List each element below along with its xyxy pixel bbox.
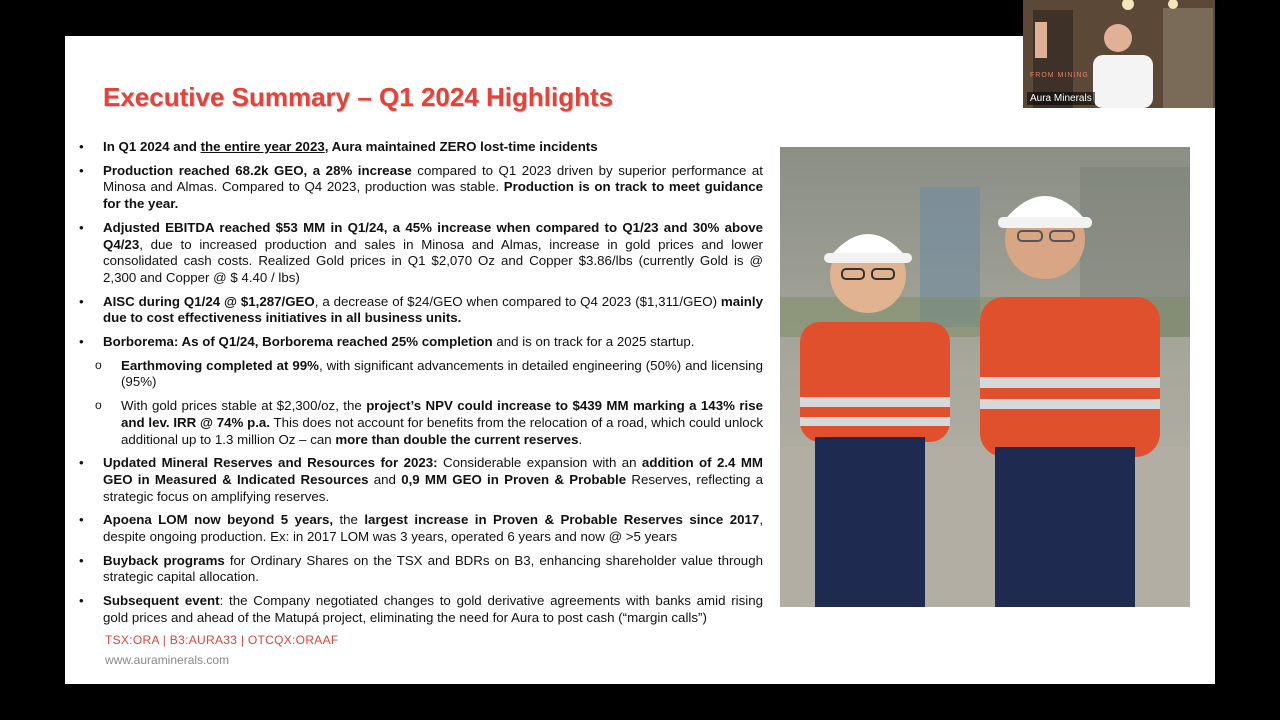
bullet-reserves: • Updated Mineral Reserves and Resources for 2023: Considerable expansion with an addition of 2.4 MM GEO in Measured & Indicated Resources and 0,9 MM GEO in Proven & Probable Reserves, reflecting a strategic focus on amplifying reserves. [79, 455, 763, 505]
bullet-ebitda: • Adjusted EBITDA reached $53 MM in Q1/24, a 45% increase when compared to Q1/23 and 30% above Q4/23, due to increased production and sales in Minosa and Almas, increase in gold prices and lower consolidated cash costs. Realized Gold prices in Q1 $2,070 Oz and Copper $3.86/lbs (currently Gold is @ 2,300 and Copper @ $ 4.40 / lbs) [79, 220, 763, 287]
bullet-subsequent-event: • Subsequent event: the Company negotiated changes to gold derivative agreements with banks amid rising gold prices and ahead of the Matupá project, eliminating the need for Aura to post cash (“margin calls”) [79, 593, 763, 626]
presentation-slide [65, 36, 1215, 684]
sub-bullet-earthmoving: o Earthmoving completed at 99%, with significant advancements in detailed engineering (50%) and licensing (95%) [79, 358, 763, 391]
bullet-borborema: • Borborema: As of Q1/24, Borborema reached 25% completion and is on track for a 2025 startup. [79, 334, 763, 351]
bullet-apoena: • Apoena LOM now beyond 5 years, the largest increase in Proven & Probable Reserves since 2017, despite ongoing production. Ex: in 2017 LOM was 3 years, operated 6 years and now @ >5 years [79, 512, 763, 545]
brand-tagline: FROM MINING [1030, 72, 1089, 79]
bullet-safety: • In Q1 2024 and the entire year 2023, Aura maintained ZERO lost-time incidents [79, 139, 763, 156]
footer-tickers: TSX:ORA | B3:AURA33 | OTCQX:ORAAF [105, 633, 339, 647]
webcam-video-feed[interactable] [1023, 0, 1215, 108]
bullet-production: • Production reached 68.2k GEO, a 28% increase compared to Q1 2023 driven by superior performance at Minosa and Almas. Compared to Q4 2023, production was stable. Production is on track to meet guidance for the year. [79, 163, 763, 213]
slide-title: Executive Summary – Q1 2024 Highlights [103, 82, 614, 112]
webcam-participant-name: Aura Minerals [1027, 92, 1095, 105]
bullet-buyback: • Buyback programs for Ordinary Shares on the TSX and BDRs on B3, enhancing shareholder value through strategic capital allocation. [79, 553, 763, 586]
sub-bullet-npv: o With gold prices stable at $2,300/oz, the project’s NPV could increase to $439 MM marking a 143% rise and lev. IRR @ 74% p.a. This does not account for benefits from the relocation of a road, which could unlock additional up to 1.3 million Oz – can more than double the current reserves. [79, 398, 763, 448]
workers-photo [780, 147, 1190, 607]
highlights-list [79, 139, 763, 634]
bullet-aisc: • AISC during Q1/24 @ $1,287/GEO, a decrease of $24/GEO when compared to Q4 2023 ($1,311/GEO) mainly due to cost effectiveness initiatives in all business units. [79, 294, 763, 327]
footer-url[interactable]: www.auraminerals.com [105, 653, 230, 667]
